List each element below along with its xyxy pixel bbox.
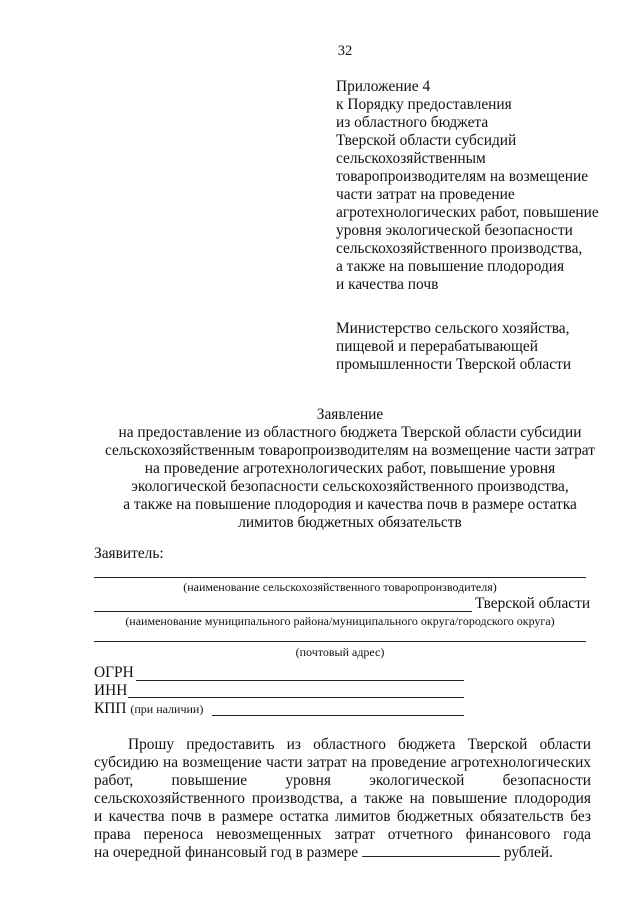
title-line: сельскохозяйственным товаропроизводителям на возмещение части затрат: [105, 442, 595, 459]
kpp-note: (при наличии): [130, 702, 204, 716]
applicant-label: Заявитель:: [94, 545, 164, 562]
ministry-line: пищевой и перерабатывающей: [336, 338, 538, 355]
appendix-line: а также на повышение плодородия: [336, 258, 565, 275]
appendix-line: Тверской области субсидий: [336, 132, 517, 149]
title-line: Заявление: [316, 406, 384, 423]
ogrn-field[interactable]: [136, 680, 464, 681]
appendix-line: Приложение 4: [336, 78, 431, 95]
ogrn-label: ОГРН: [94, 664, 134, 681]
appendix-line: части затрат на проведение: [336, 186, 515, 203]
request-amount-prefix: на очередной финансовый год в размере: [94, 844, 359, 861]
postal-address-field[interactable]: [94, 641, 586, 642]
kpp-label-text: КПП: [94, 700, 127, 717]
request-line: субсидию на возмещение части затрат на проведение агротехнологических: [94, 754, 591, 771]
request-line: права переноса невозмещенных затрат отчетного финансового года: [94, 826, 591, 843]
appendix-header: [336, 78, 636, 294]
kpp-label: [94, 700, 203, 718]
ministry-addressee: [336, 320, 571, 374]
amount-field[interactable]: [362, 844, 500, 857]
request-amount-line: [94, 844, 591, 862]
request-amount-suffix: рублей.: [503, 844, 553, 861]
request-line: сельскохозяйственного производства, а также на повышение плодородия: [94, 790, 591, 807]
page-number: 32: [337, 43, 353, 59]
appendix-line: сельскохозяйственным: [336, 150, 486, 167]
appendix-line: и качества почв: [336, 276, 439, 293]
title-line: на проведение агротехнологических работ, повышение уровня: [144, 460, 556, 477]
producer-name-caption: (наименование сельскохозяйственного товаропроизводителя): [183, 580, 497, 594]
title-line: на предоставление из областного бюджета Тверской области субсидии: [118, 424, 582, 441]
appendix-line: из областного бюджета: [336, 114, 489, 131]
request-line: Прошу предоставить из областного бюджета Тверской области: [128, 736, 591, 753]
title-line: а также на повышение плодородия и качества почв в размере остатка: [123, 496, 577, 513]
title-line: лимитов бюджетных обязательств: [238, 514, 462, 531]
document-title: [100, 406, 600, 532]
ministry-line: промышленности Тверской области: [336, 356, 572, 373]
appendix-line: товаропроизводителям на возмещение: [336, 168, 589, 185]
inn-label: ИНН: [94, 682, 128, 699]
request-paragraph: [94, 736, 591, 862]
inn-field[interactable]: [128, 697, 464, 698]
municipality-caption: (наименование муниципального района/муниципального округа/городского округа): [125, 614, 555, 628]
title-line: экологической безопасности сельскохозяйственного производства,: [131, 478, 569, 495]
region-suffix: Тверской области: [475, 595, 591, 612]
request-line: работ, повышение уровня экологической безопасности: [94, 772, 591, 789]
appendix-line: сельскохозяйственного производства,: [336, 240, 583, 257]
ministry-line: Министерство сельского хозяйства,: [336, 320, 570, 337]
postal-address-caption: (почтовый адрес): [295, 645, 385, 659]
appendix-line: уровня экологической безопасности: [336, 222, 573, 239]
kpp-field[interactable]: [212, 715, 464, 716]
request-line: и качества почв в размере остатка лимитов бюджетных обязательств без: [94, 808, 591, 825]
appendix-line: к Порядку предоставления: [336, 96, 512, 113]
appendix-line: агротехнологических работ, повышение: [336, 204, 599, 221]
